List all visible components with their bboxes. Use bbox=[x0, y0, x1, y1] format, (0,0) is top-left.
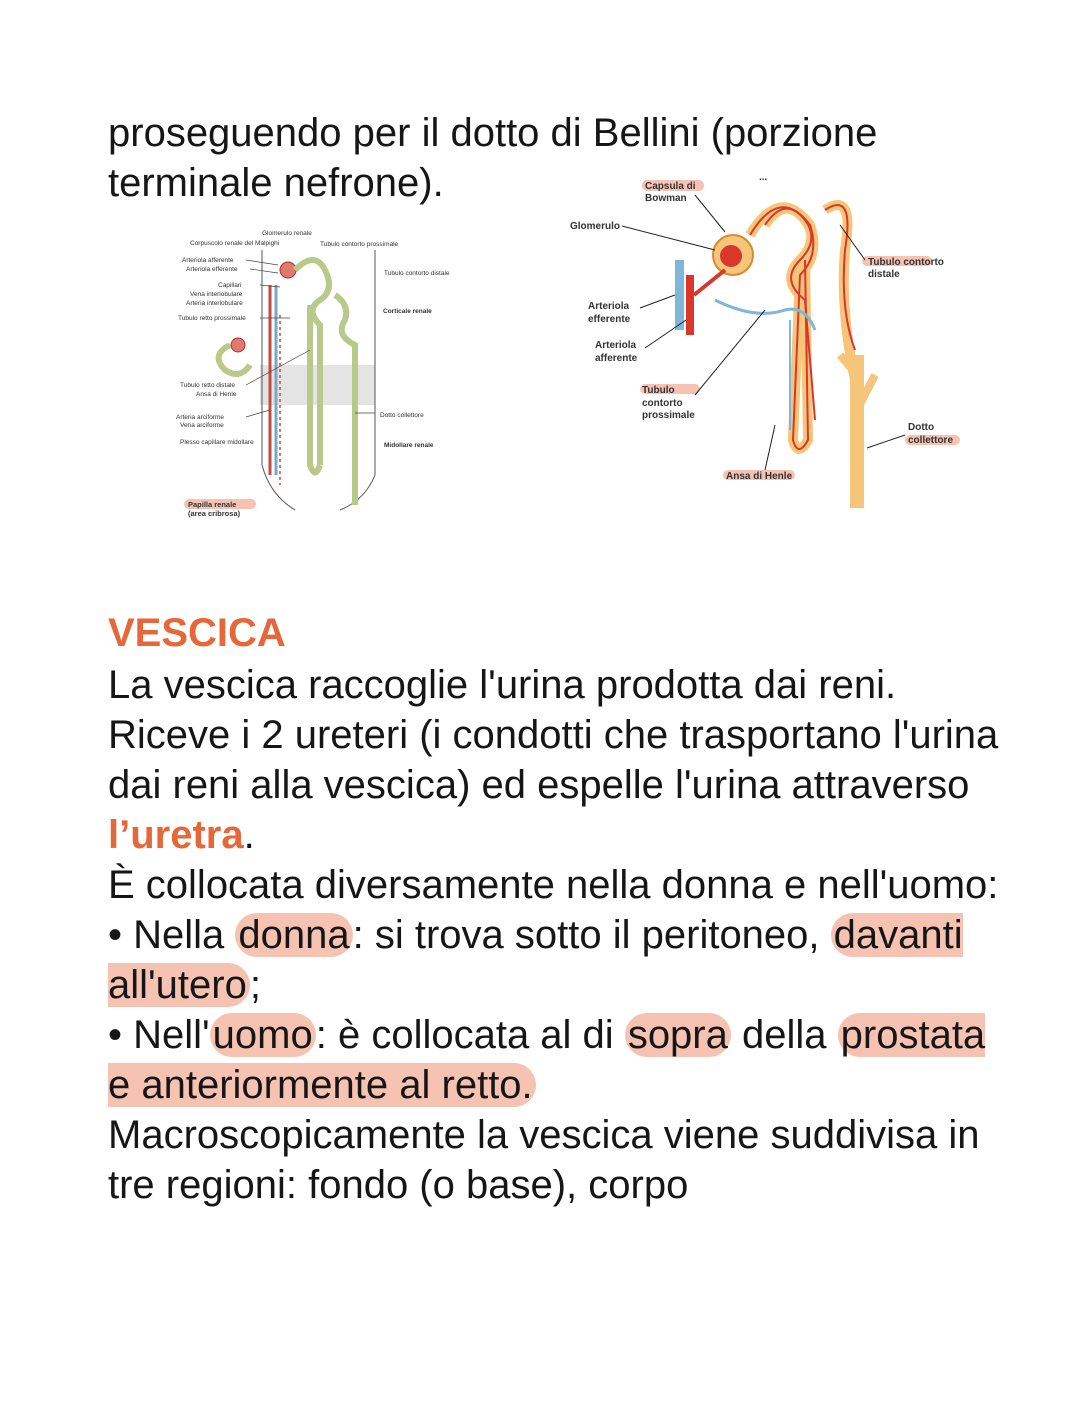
label-tubulo-prox-2: contorto bbox=[642, 398, 683, 409]
nephron-schematic-figure bbox=[565, 170, 965, 515]
label-tubulo-retto-distale: Tubulo retto distale bbox=[180, 382, 236, 389]
label-capsula: Capsula di bbox=[645, 181, 696, 192]
label-midollare: Midollare renale bbox=[384, 442, 434, 449]
line-4: Macroscopicamente la vescica viene suddivisa in tre regioni: fondo (o base), corpo bbox=[108, 1113, 980, 1207]
label-plesso: Plesso capillare midollare bbox=[180, 439, 254, 446]
label-papilla: Papilla renale bbox=[188, 500, 237, 509]
label-tubulo-prossimale: Tubulo contorto prossimale bbox=[320, 241, 399, 248]
uretra-term: l’uretra bbox=[108, 813, 244, 857]
bullet-donna: • Nella donna: si trova sotto il peritoneo, davanti all'utero; bbox=[108, 913, 963, 1007]
label-area-cribrosa: (area cribrosa) bbox=[188, 509, 241, 518]
line-3: È collocata diversamente nella donna e nell'uomo: bbox=[108, 863, 999, 907]
section-heading: VESCICA bbox=[108, 611, 286, 655]
label-tubulo-retto-prossimale: Tubulo retto prossimale bbox=[178, 315, 246, 322]
intro-paragraph: proseguendo per il dotto di Bellini (porzione terminale nefrone). bbox=[108, 111, 878, 205]
label-tubulo-distale-1: Tubulo contorto bbox=[868, 257, 944, 268]
label-glomerulo-renale: Glomerulo renale bbox=[262, 230, 312, 237]
label-tubulo-distale: Tubulo contorto distale bbox=[384, 270, 450, 277]
highlight-uomo: uomo bbox=[210, 1013, 316, 1057]
label-art-aff-1: Arteriola bbox=[595, 340, 637, 351]
label-corticale: Corticale renale bbox=[383, 308, 432, 315]
label-dotto-1: Dotto bbox=[908, 422, 935, 433]
label-arteria-arciforme: Arteria arciforme bbox=[176, 414, 225, 421]
label-arteriola-efferente: Arteriola efferente bbox=[186, 266, 238, 273]
label-corpuscolo: Corpuscolo renale del Malpighi bbox=[190, 240, 280, 247]
label-dotto-2: collettore bbox=[908, 435, 954, 446]
highlight-sopra: sopra bbox=[625, 1013, 731, 1057]
label-ansa: Ansa di Henle bbox=[726, 471, 793, 482]
label-arteria-interlobulare: Arteria interlobulare bbox=[186, 300, 243, 307]
line-1: La vescica raccoglie l'urina prodotta dai reni. bbox=[108, 663, 897, 707]
label-capillari: Capillari bbox=[218, 282, 242, 289]
highlight-donna: donna bbox=[235, 913, 352, 957]
label-dots: ... bbox=[759, 172, 768, 183]
label-dotto-collettore: Dotto collettore bbox=[380, 412, 424, 419]
highlight-prostata: prostata e anteriormente al retto. bbox=[108, 1013, 986, 1107]
label-glomerulo: Glomerulo bbox=[570, 221, 621, 232]
label-art-eff-1: Arteriola bbox=[588, 301, 630, 312]
highlight-davanti-utero: davanti all'utero bbox=[108, 913, 963, 1007]
label-art-aff-2: afferente bbox=[595, 353, 638, 364]
section-body bbox=[108, 660, 1008, 1210]
label-tubulo-distale-2: distale bbox=[868, 269, 900, 280]
label-bowman: Bowman bbox=[645, 193, 687, 204]
label-art-eff-2: efferente bbox=[588, 314, 631, 325]
label-tubulo-prox-3: prossimale bbox=[642, 410, 695, 421]
label-ansa-henle: Ansa di Henle bbox=[196, 391, 237, 398]
label-arteriola-afferente: Arteriola afferente bbox=[182, 257, 234, 264]
nephron-section-figure bbox=[170, 225, 450, 525]
bullet-uomo: • Nell'uomo: è collocata al di sopra della prostata e anteriormente al retto. bbox=[108, 1013, 986, 1107]
line-2: Riceve i 2 ureteri (i condotti che trasportano l'urina dai reni alla vescica) ed espelle l'urina attraverso l’uretra. bbox=[108, 713, 999, 857]
label-tubulo-prox-1: Tubulo bbox=[642, 385, 675, 396]
label-vena-interlobulare: Vena interlobulare bbox=[190, 291, 243, 298]
label-vena-arciforme: Vena arciforme bbox=[180, 422, 224, 429]
